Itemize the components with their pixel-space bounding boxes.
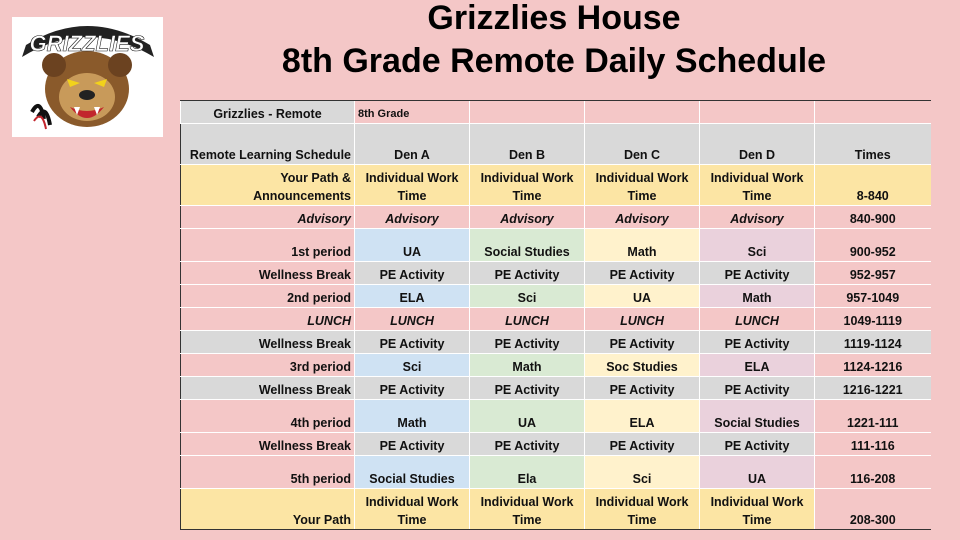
cell-den-d: Advisory: [700, 206, 815, 229]
table-row: [181, 400, 931, 433]
cell-den-a: Math: [355, 400, 470, 433]
cell-den-a: Social Studies: [355, 456, 470, 489]
table-header-row: [181, 124, 931, 165]
cell-den-c: UA: [585, 285, 700, 308]
cell-den-b: Advisory: [470, 206, 585, 229]
cell-den-c: PE Activity: [585, 377, 700, 400]
cell-den-a: ELA: [355, 285, 470, 308]
table-row: [181, 354, 931, 377]
column-header-den-b: Den B: [470, 124, 585, 165]
cell-den-b: Social Studies: [470, 229, 585, 262]
table-row-top: [181, 101, 931, 124]
column-header-den-d: Den D: [700, 124, 815, 165]
cell-den-d: LUNCH: [700, 308, 815, 331]
cell-den-b: PE Activity: [470, 331, 585, 354]
cell-den-c: Advisory: [585, 206, 700, 229]
cell-time: 111-116: [815, 433, 931, 456]
cell-den-c: PE Activity: [585, 331, 700, 354]
cell-den-c: Individual Work Time: [585, 489, 700, 530]
cell-den-d: UA: [700, 456, 815, 489]
cell-time: 1049-1119: [815, 308, 931, 331]
table-row: [181, 377, 931, 400]
cell-den-b: Ela: [470, 456, 585, 489]
row-label: 2nd period: [181, 285, 355, 308]
cell-empty: [585, 101, 700, 124]
row-label: Your Path & Announcements: [181, 165, 355, 206]
cell-den-d: Individual Work Time: [700, 489, 815, 530]
cell-time: 952-957: [815, 262, 931, 285]
cell-grade-label: 8th Grade: [355, 101, 470, 124]
row-label: 3rd period: [181, 354, 355, 377]
cell-den-a: Advisory: [355, 206, 470, 229]
cell-den-c: Math: [585, 229, 700, 262]
cell-den-c: Sci: [585, 456, 700, 489]
row-label: 5th period: [181, 456, 355, 489]
cell-den-a: Individual Work Time: [355, 165, 470, 206]
cell-den-d: PE Activity: [700, 377, 815, 400]
row-label: Your Path: [181, 489, 355, 530]
column-header-den-c: Den C: [585, 124, 700, 165]
cell-time: 8-840: [815, 165, 931, 206]
page-title: [180, 0, 928, 82]
cell-time: 1119-1124: [815, 331, 931, 354]
cell-den-c: PE Activity: [585, 433, 700, 456]
cell-den-b: PE Activity: [470, 262, 585, 285]
cell-den-c: ELA: [585, 400, 700, 433]
cell-time: 1124-1216: [815, 354, 931, 377]
cell-den-b: UA: [470, 400, 585, 433]
cell-empty: [470, 101, 585, 124]
cell-den-c: LUNCH: [585, 308, 700, 331]
column-header-times: Times: [815, 124, 931, 165]
column-header-den-a: Den A: [355, 124, 470, 165]
cell-den-a: PE Activity: [355, 331, 470, 354]
cell-den-c: Soc Studies: [585, 354, 700, 377]
cell-den-a: UA: [355, 229, 470, 262]
table-row: [181, 206, 931, 229]
cell-den-b: Sci: [470, 285, 585, 308]
cell-den-b: Math: [470, 354, 585, 377]
cell-time: 1216-1221: [815, 377, 931, 400]
table-row: [181, 456, 931, 489]
cell-den-b: Individual Work Time: [470, 165, 585, 206]
cell-time: 957-1049: [815, 285, 931, 308]
grizzly-bear-icon: [12, 17, 163, 137]
cell-time: 116-208: [815, 456, 931, 489]
cell-empty: [700, 101, 815, 124]
cell-time: 840-900: [815, 206, 931, 229]
cell-den-a: LUNCH: [355, 308, 470, 331]
cell-den-d: Math: [700, 285, 815, 308]
cell-den-a: PE Activity: [355, 262, 470, 285]
row-label: LUNCH: [181, 308, 355, 331]
cell-den-d: PE Activity: [700, 262, 815, 285]
title-line-schedule: 8th Grade Remote Daily Schedule: [281, 42, 827, 80]
cell-den-b: Individual Work Time: [470, 489, 585, 530]
cell-time: 208-300: [815, 489, 931, 530]
cell-den-a: Sci: [355, 354, 470, 377]
cell-time: 900-952: [815, 229, 931, 262]
cell-den-b: LUNCH: [470, 308, 585, 331]
table-row: [181, 433, 931, 456]
cell-den-b: PE Activity: [470, 433, 585, 456]
cell-den-d: Individual Work Time: [700, 165, 815, 206]
cell-den-d: PE Activity: [700, 331, 815, 354]
table-row: [181, 262, 931, 285]
row-label: Wellness Break: [181, 433, 355, 456]
cell-house-label: Grizzlies - Remote: [181, 101, 355, 124]
row-label: Wellness Break: [181, 262, 355, 285]
table-row: [181, 285, 931, 308]
cell-den-a: PE Activity: [355, 433, 470, 456]
row-label: Wellness Break: [181, 331, 355, 354]
table-row: [181, 308, 931, 331]
cell-den-c: Individual Work Time: [585, 165, 700, 206]
cell-den-a: Individual Work Time: [355, 489, 470, 530]
table-row: [181, 229, 931, 262]
row-label: Wellness Break: [181, 377, 355, 400]
table-row: [181, 489, 931, 530]
row-label: 1st period: [181, 229, 355, 262]
svg-text:GRIZZLIES: GRIZZLIES: [29, 31, 145, 56]
cell-den-a: PE Activity: [355, 377, 470, 400]
cell-den-d: PE Activity: [700, 433, 815, 456]
row-label: 4th period: [181, 400, 355, 433]
cell-den-d: ELA: [700, 354, 815, 377]
cell-den-b: PE Activity: [470, 377, 585, 400]
cell-time: 1221-111: [815, 400, 931, 433]
table-row: [181, 331, 931, 354]
title-line-house: Grizzlies House: [427, 0, 681, 37]
row-label: Advisory: [181, 206, 355, 229]
cell-den-c: PE Activity: [585, 262, 700, 285]
cell-den-d: Social Studies: [700, 400, 815, 433]
table-row: [181, 165, 931, 206]
cell-empty: [815, 101, 931, 124]
cell-den-d: Sci: [700, 229, 815, 262]
column-header-schedule: Remote Learning Schedule: [181, 124, 355, 165]
grizzlies-logo: [12, 17, 163, 137]
schedule-table: [180, 100, 931, 530]
